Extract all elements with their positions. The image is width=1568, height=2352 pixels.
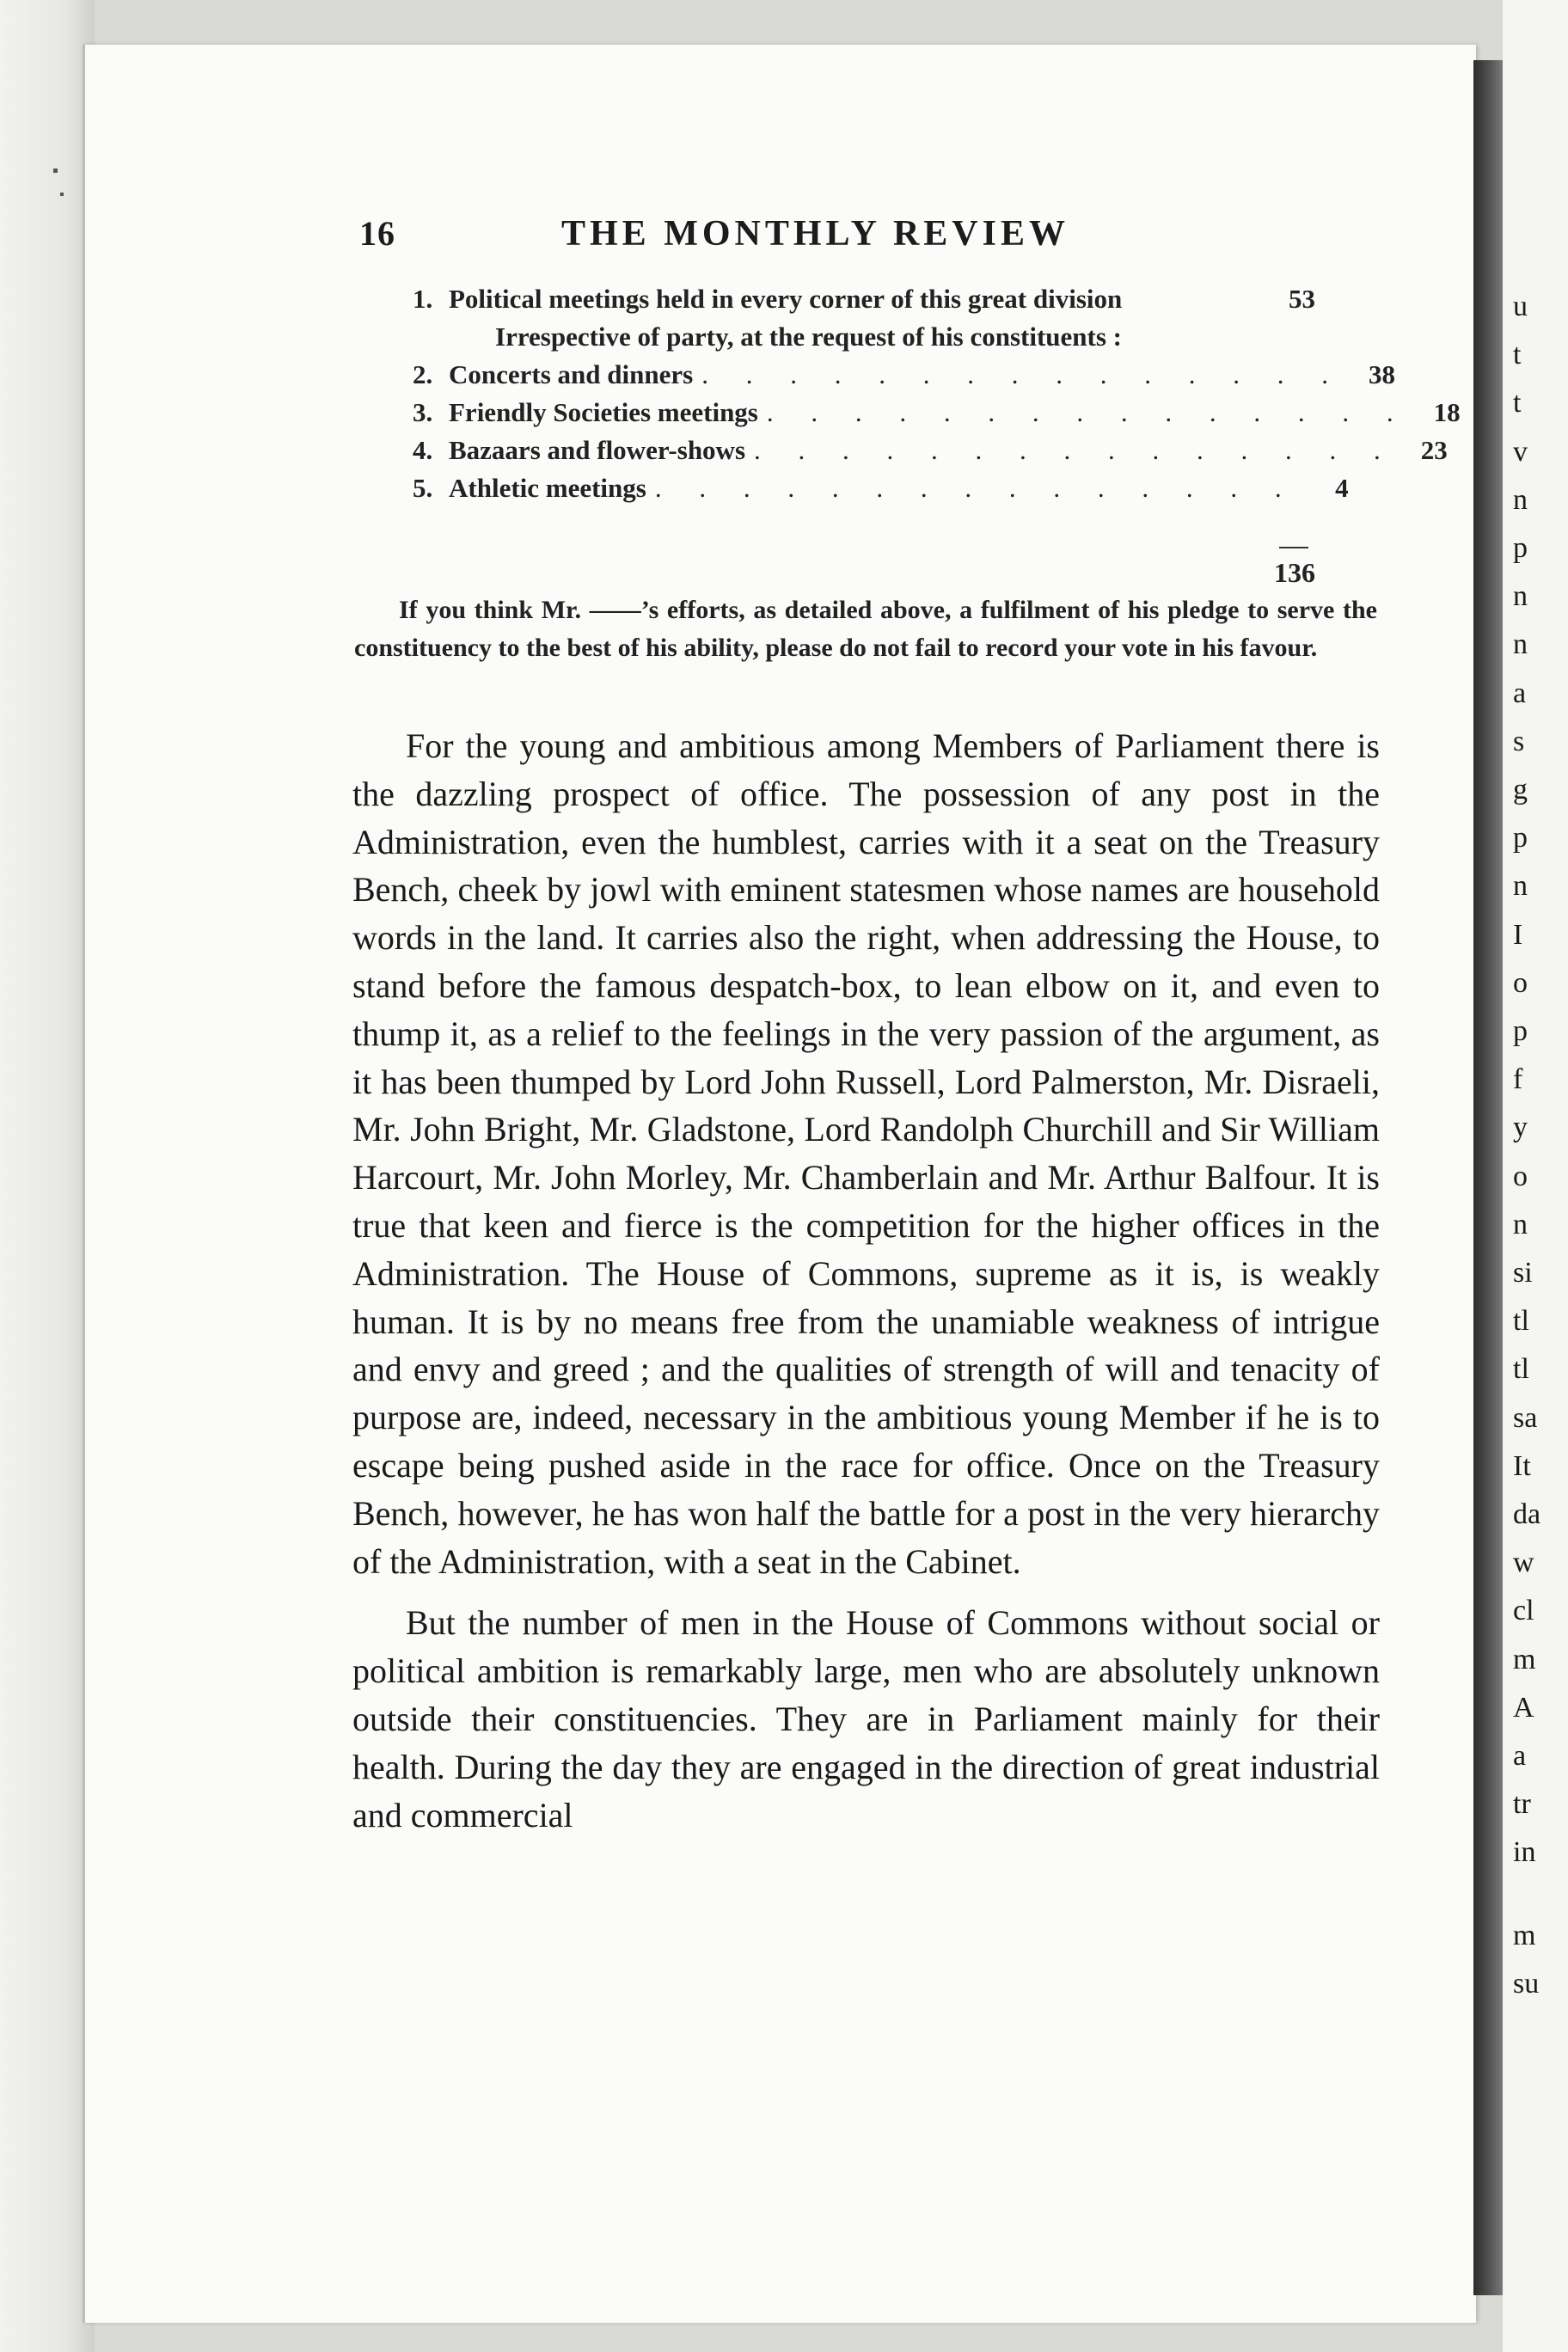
list-item-number: 4. [413, 435, 433, 465]
facing-page-letter: p [1513, 822, 1528, 854]
facing-page-letter: t [1513, 387, 1522, 420]
facing-page-letter: It [1513, 1449, 1531, 1482]
facing-page-letter: y [1513, 1112, 1528, 1144]
list-item [413, 435, 1448, 473]
facing-page-letter: si [1513, 1257, 1533, 1289]
dot-leader: . . . . . . . . . . . . . . . [754, 435, 1396, 465]
list-item-text: Concerts and dinners [449, 359, 694, 389]
list-item [413, 397, 1461, 435]
facing-page-letter: p [1513, 532, 1528, 564]
facing-page-letter: m [1513, 1643, 1536, 1675]
facing-page-letter: g [1513, 774, 1528, 805]
facing-page-letter: v [1513, 435, 1528, 468]
page-header [359, 213, 1374, 265]
facing-page-letter: a [1513, 1740, 1527, 1772]
scan-speck [60, 193, 64, 196]
facing-page-letter: n [1513, 628, 1528, 661]
page-gutter [1473, 60, 1503, 2295]
list-item-text: Athletic meetings [449, 473, 646, 503]
list-item-number: 5. [413, 473, 433, 503]
dot-leader: . . . . . . . . . . . . . . . [701, 359, 1344, 389]
facing-page-letter: t [1513, 339, 1522, 371]
facing-page-letter: o [1513, 966, 1528, 999]
list-item [413, 359, 1395, 397]
facing-page-letter: in [1513, 1836, 1536, 1869]
list-item-number: 2. [413, 359, 433, 389]
paragraph: But the number of men in the House of Commons without social or political ambition is remarkably large, men who are absolutely unknown outside their constituencies. They are in Parliament mainly for their health. During the day they are engaged in the direction of great industrial and commercial [352, 1603, 1380, 1834]
dot-leader: . . . . . . . . . . . . . . . [766, 397, 1409, 427]
scan-speck [53, 168, 58, 173]
facing-page-letter: o [1513, 1160, 1528, 1192]
facing-page-letter: p [1513, 1015, 1528, 1047]
facing-page-letter: u [1513, 291, 1528, 322]
running-title: THE MONTHLY REVIEW [561, 214, 1069, 254]
list-item-text: Political meetings held in every corner of this great division [449, 284, 1123, 314]
list-item-count: 4 [1335, 473, 1349, 503]
list-total: 136 [1274, 557, 1315, 588]
facing-page-letter: tr [1513, 1788, 1531, 1821]
list-item-note [413, 322, 1315, 359]
facing-page-letter: I [1513, 918, 1523, 951]
facing-page-letter: n [1513, 1208, 1528, 1240]
facing-page-letter: n [1513, 580, 1528, 613]
meetings-list [413, 284, 1461, 588]
facing-page-letter: m [1513, 1919, 1536, 1951]
facing-page-letter: tl [1513, 1353, 1529, 1386]
facing-page-letter: sa [1513, 1401, 1538, 1434]
list-item [413, 473, 1349, 511]
facing-page-letter: cl [1513, 1595, 1534, 1627]
facing-page-fragment [1503, 0, 1568, 2352]
list-item-text: Irrespective of party, at the request of his constituents : [495, 322, 1122, 352]
total-rule [1279, 547, 1308, 548]
list-item-count: 18 [1433, 397, 1461, 427]
facing-page-letter: a [1513, 677, 1527, 709]
list-item-number: 3. [413, 397, 433, 427]
facing-page-letter: s [1513, 725, 1525, 757]
paragraph: For the young and ambitious among Members of Parliament there is the dazzling prospect of office. The possession of any post in the Administration, even the humblest, carries with it a seat on the Treasury Bench, cheek by jowl with eminent statesmen whose names are household words in the land. It carries also the right, when addressing the House, to stand before the famous despatch-box, to lean elbow on it, and even to thump it, as a relief to the feelings in the very passion of the argument, as it has been thumped by Lord John Russell, Lord Palmerston, Mr. Disraeli, Mr. John Bright, Mr. Gladstone, Lord Randolph Churchill and Sir William Harcourt, Mr. John Morley, Mr. Chamberlain and Mr. Arthur Balfour. It is true that keen and fierce is the competition for the higher offices in the Administration. The House of Commons, supreme as it is, is weakly human. It is by no means free from the unamiable weakness of intrigue and envy and greed ; and the qualities of strength of will and tenacity of purpose are, indeed, necessary in the ambitious young Member if he is to escape being pushed aside in the race for office. Once on the Treasury Bench, however, he has won half the battle for a post in the very hierarchy of the Administration, with a seat in the Cabinet. [352, 726, 1380, 1581]
list-item-count: 53 [1289, 284, 1315, 314]
body-text [352, 722, 1380, 1839]
facing-page-letter: da [1513, 1498, 1541, 1530]
facing-page-letter: n [1513, 870, 1528, 903]
book-spine-edge [0, 0, 95, 2352]
voter-appeal: If you think Mr. ——’s efforts, as detailed above, a fulfilment of his pledge to serve the constituency to the best of his ability, please do not fail to record your vote in his favour. [354, 596, 1377, 662]
facing-page-letter: su [1513, 1967, 1540, 2000]
list-item-count: 38 [1368, 359, 1395, 389]
facing-page-letter: n [1513, 483, 1528, 516]
facing-page-letter: A [1513, 1691, 1534, 1724]
page-number: 16 [359, 214, 395, 253]
list-item-count: 23 [1420, 435, 1448, 465]
list-item-text: Friendly Societies meetings [449, 397, 758, 427]
list-item [413, 284, 1315, 322]
facing-page-letter: f [1513, 1063, 1523, 1096]
list-item-number: 1. [413, 284, 433, 314]
facing-page-letter: w [1513, 1547, 1534, 1579]
facing-page-letter: tl [1513, 1305, 1529, 1338]
dot-leader: . . . . . . . . . . . . . . . [654, 473, 1297, 503]
list-item-text: Bazaars and flower-shows [449, 435, 746, 465]
